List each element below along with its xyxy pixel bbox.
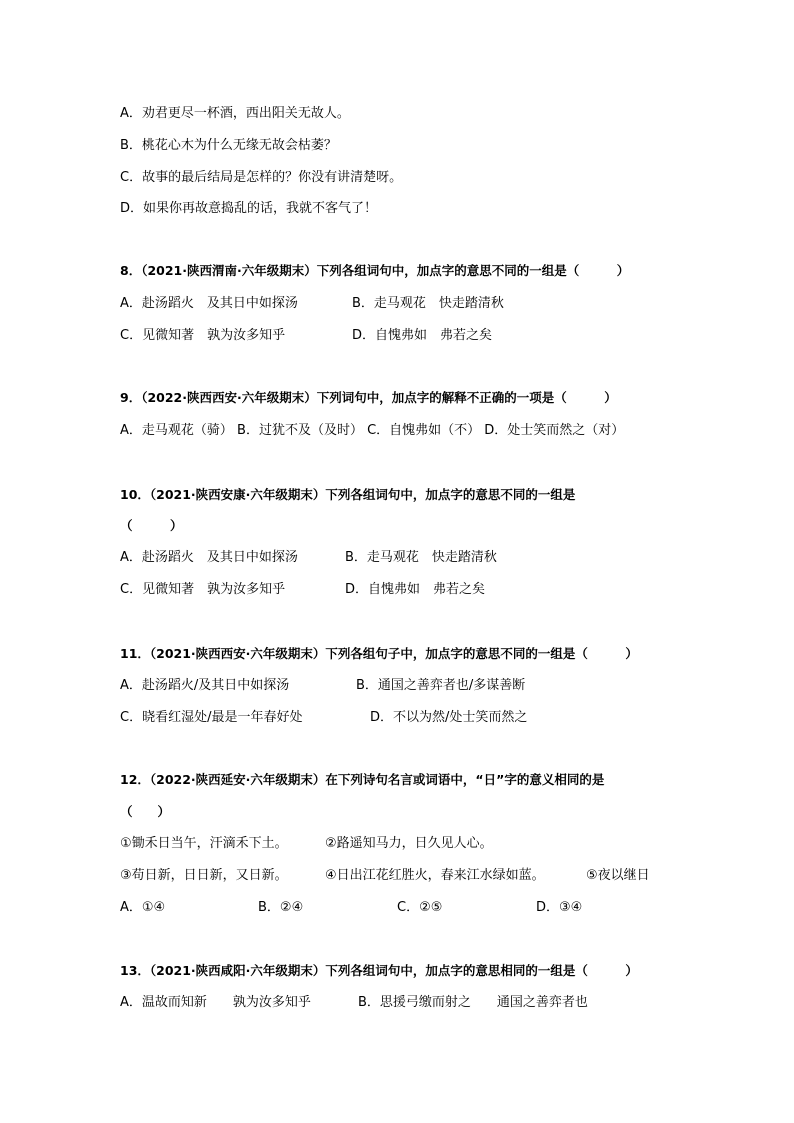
question-12-option-a: A．①④ [120, 900, 166, 915]
question-9-options: A．走马观花（骑） B．过犹不及（及时） C．自愧弗如（不） D．处士笑而然之（对） [120, 423, 625, 438]
question-8-option-b: B．走马观花 快走踏清秋 [352, 296, 504, 311]
question-12-option-d: D．③④ [536, 900, 583, 915]
question-10-option-a: A．赴汤蹈火 及其日中如探汤 [120, 550, 298, 565]
question-8-stem: 8．（2021·陕西渭南·六年级期末）下列各组词句中，加点字的意思不同的一组是（ ） [120, 263, 630, 278]
intro-option-a: A．劝君更尽一杯酒，西出阳关无故人。 [120, 106, 350, 121]
intro-option-c: C．故事的最后结局是怎样的？你没有讲清楚呀。 [120, 170, 403, 185]
question-8-option-a: A．赴汤蹈火 及其日中如探汤 [120, 296, 298, 311]
question-10-option-c: C．见微知著 孰为汝多知乎 [120, 582, 286, 597]
question-11-option-d: D．不以为然/处士笑而然之 [370, 710, 528, 725]
question-8-option-d: D．自愧弗如 弗若之矣 [352, 328, 493, 343]
question-12-item-3: ③苟日新，日日新，又日新。 [120, 868, 288, 883]
question-10-option-b: B．走马观花 快走踏清秋 [345, 550, 497, 565]
question-10-stem: 10．（2021·陕西安康·六年级期末）下列各组词句中，加点字的意思不同的一组是 [120, 487, 576, 502]
question-13-stem: 13．（2021·陕西咸阳·六年级期末）下列各组词句中，加点字的意思相同的一组是（ ） [120, 963, 638, 978]
question-12-answer-paren: （ ） [120, 804, 171, 819]
question-12-option-b: B．②④ [258, 900, 304, 915]
question-11-option-b: B．通国之善弈者也/多谋善断 [356, 678, 526, 693]
question-10-option-d: D．自愧弗如 弗若之矣 [345, 582, 486, 597]
question-11-option-a: A．赴汤蹈火/及其日中如探汤 [120, 678, 290, 693]
question-12-stem: 12．（2022·陕西延安·六年级期末）在下列诗句名言或词语中，“日”字的意义相同的是 [120, 772, 605, 787]
question-11-option-c: C．晓看红湿处/最是一年春好处 [120, 710, 303, 725]
intro-option-d: D．如果你再故意捣乱的话，我就不客气了！ [120, 201, 378, 216]
intro-option-b: B．桃花心木为什么无缘无故会枯萎？ [120, 138, 337, 153]
question-9-stem: 9．（2022·陕西西安·六年级期末）下列词句中，加点字的解释不正确的一项是（ ） [120, 390, 617, 405]
question-12-option-c: C．②⑤ [397, 900, 443, 915]
question-12-item-1: ①锄禾日当午，汗滴禾下土。 [120, 836, 288, 851]
question-12-item-5: ⑤夜以继日 [586, 868, 650, 883]
question-8-option-c: C．见微知著 孰为汝多知乎 [120, 328, 286, 343]
question-11-stem: 11．（2021·陕西西安·六年级期末）下列各组句子中，加点字的意思不同的一组是（ ） [120, 646, 638, 661]
question-13-option-a: A．温故而知新 孰为汝多知乎 [120, 995, 311, 1010]
question-12-item-4: ④日出江花红胜火，春来江水绿如蓝。 [325, 868, 545, 883]
question-12-item-2: ②路遥知马力，日久见人心。 [325, 836, 493, 851]
question-10-answer-paren: （ ） [120, 518, 183, 533]
question-13-option-b: B．思援弓缴而射之 通国之善弈者也 [358, 995, 588, 1010]
